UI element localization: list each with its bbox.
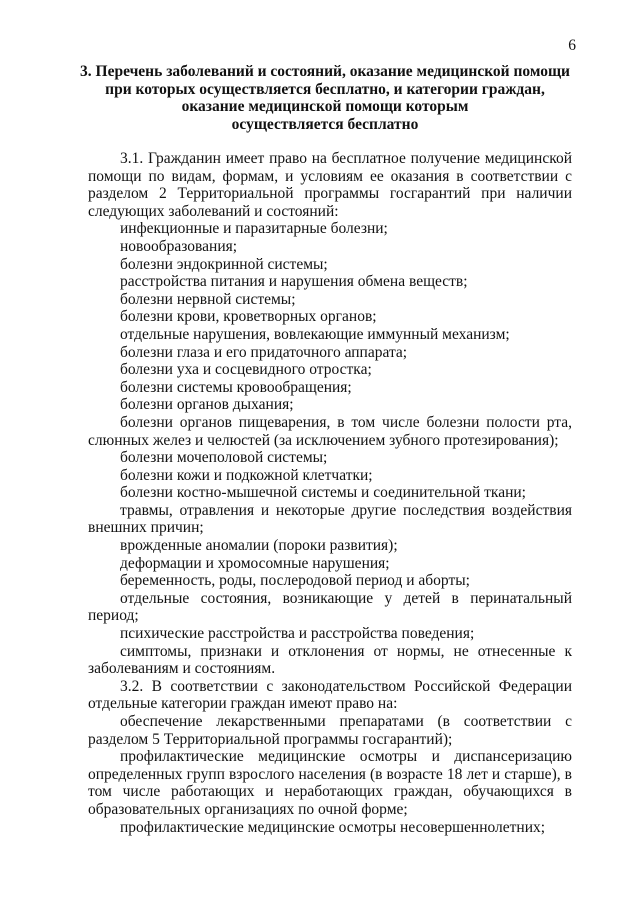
paragraph-3-2: 3.2. В соответствии с законодательством Российской Федерации отдельные категории граждан имеют право на:	[88, 677, 572, 713]
list-item: болезни уха и сосцевидного отростка;	[120, 361, 372, 379]
list-item: болезни кожи и подкожной клетчатки;	[120, 466, 373, 484]
list-item: расстройства питания и нарушения обмена веществ;	[120, 273, 468, 291]
list-item: болезни глаза и его придаточного аппарата;	[120, 343, 408, 361]
list-item: болезни системы кровообращения;	[120, 378, 352, 396]
list-item: болезни органов дыхания;	[120, 396, 294, 414]
list-item: болезни нервной системы;	[120, 290, 296, 308]
section-heading-line: при которых осуществляется бесплатно, и категории граждан,	[105, 80, 545, 98]
section-heading-line: осуществляется бесплатно	[231, 115, 419, 133]
section-heading-line: 3. Перечень заболеваний и состояний, оказание медицинской помощи	[80, 63, 570, 80]
list-item: болезни органов пищеварения, в том числе болезни полости рта, слюнных желез и челюстей (за исключением зубного протезирования);	[88, 413, 572, 449]
list-item: деформации и хромосомные нарушения;	[120, 554, 390, 572]
list-item: болезни эндокринной системы;	[120, 255, 328, 273]
list-item: инфекционные и паразитарные болезни;	[120, 220, 388, 238]
list-item: психические расстройства и расстройства поведения;	[120, 625, 475, 643]
list-item: отдельные состояния, возникающие у детей в перинатальный период;	[88, 589, 572, 625]
list-item: травмы, отравления и некоторые другие последствия воздействия внешних причин;	[88, 501, 572, 537]
paragraph-3-1: 3.1. Гражданин имеет право на бесплатное получение медицинской помощи по видам, формам, и условиям ее оказания в соответствии с разделом 2 Территориальной программы госгарантий при наличии следующих заболеваний и состояний:	[88, 150, 572, 220]
list-item: профилактические медицинские осмотры и диспансеризацию определенных групп взрослого населения (в возрасте 18 лет и старше), в том числе работающих и неработающих граждан, обучающихся в образовательных организациях по очной форме;	[88, 748, 572, 818]
list-item: профилактические медицинские осмотры несовершеннолетних;	[120, 818, 546, 836]
page-number: 6	[568, 37, 576, 54]
list-item: беременность, роды, послеродовой период и аборты;	[120, 572, 470, 590]
list-item: болезни костно-мышечной системы и соединительной ткани;	[120, 484, 526, 502]
section-heading	[70, 63, 580, 133]
list-item: болезни мочеполовой системы;	[120, 449, 328, 467]
list-item: отдельные нарушения, вовлекающие иммунный механизм;	[120, 325, 510, 343]
list-item: болезни крови, кроветворных органов;	[120, 308, 377, 326]
list-item: врожденные аномалии (пороки развития);	[120, 537, 398, 555]
section-body	[88, 150, 572, 836]
list-item: новообразования;	[120, 237, 238, 255]
section-heading-line: оказание медицинской помощи которым	[181, 98, 469, 116]
list-item: обеспечение лекарственными препаратами (в соответствии с разделом 5 Территориальной программы госгарантий);	[88, 713, 572, 748]
list-item: симптомы, признаки и отклонения от нормы, не отнесенные к заболеваниям и состояниям.	[88, 642, 572, 678]
